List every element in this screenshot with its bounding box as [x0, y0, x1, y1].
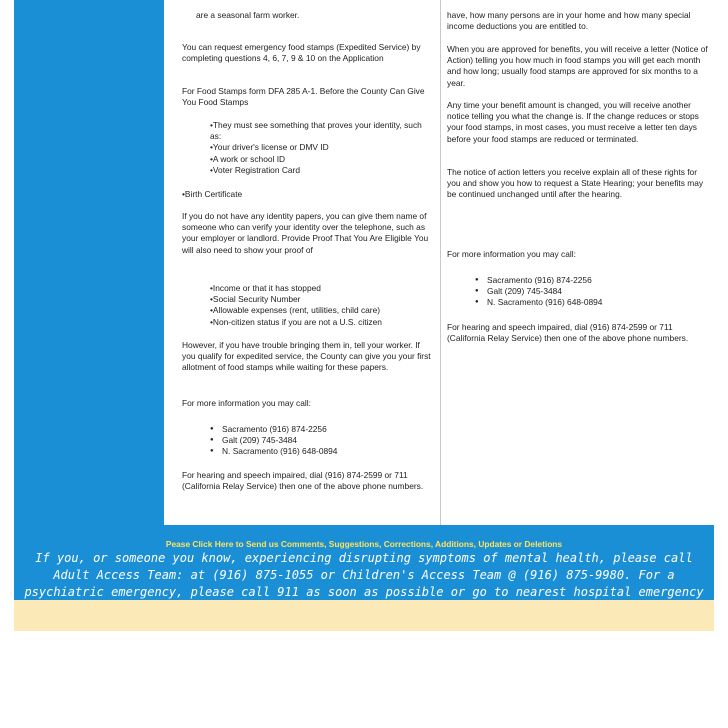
expedited-paragraph: You can request emergency food stamps (Expedited Service) by completing questions 4, 6, 7, 9 & 10 on the Application — [182, 42, 421, 64]
hearing-paragraph: For hearing and speech impaired, dial (916) 874-2599 or 711 (California Relay Service) then one of the above phone numbers. — [182, 470, 424, 492]
more-info-label: For more information you may call: — [182, 398, 311, 408]
clipped-paragraph: have, how many persons are in your home and how many special income deductions you are entitled to. — [447, 10, 691, 32]
proof-item: •Allowable expenses (rent, utilities, child care) — [210, 305, 381, 316]
hearing-paragraph: For hearing and speech impaired, dial (916) 874-2599 or 711 (California Relay Service) then one of the above phone numbers. — [447, 322, 689, 344]
feedback-link[interactable]: Pease Click Here to Send us Comments, Suggestions, Corrections, Additions, Updates or Deletions — [165, 539, 563, 549]
no-papers-paragraph: If you do not have any identity papers, you can give them name of someone who can verify your identity over the telephone, such as your employer or landlord. Provide Proof That You Are Eligible You will also need to show your proof of — [182, 211, 429, 255]
identity-item: •They must see something that proves your identity, such as: — [210, 120, 422, 142]
phone-list — [475, 275, 705, 309]
identity-list — [182, 120, 434, 176]
left-sidebar — [14, 0, 164, 525]
phone-item: ● Sacramento (916) 874-2256 — [475, 275, 705, 286]
identity-item: •A work or school ID — [210, 153, 286, 164]
clipped-paragraph: are a seasonal farm worker. — [196, 10, 300, 20]
phone-item: ● Galt (209) 745-3484 — [475, 286, 705, 297]
phone-item: ● Galt (209) 745-3484 — [210, 435, 430, 446]
dfa-form-paragraph: For Food Stamps form DFA 285 A-1. Before the County Can Give You Food Stamps — [182, 86, 425, 108]
identity-item: •Voter Registration Card — [210, 164, 300, 175]
more-info-label: For more information you may call: — [447, 249, 576, 259]
phone-list — [210, 424, 430, 458]
phone-item: ● N. Sacramento (916) 648-0894 — [210, 446, 430, 457]
proof-list — [182, 283, 434, 328]
proof-item: •Social Security Number — [210, 294, 301, 305]
changed-paragraph: Any time your benefit amount is changed, you will receive another notice telling you what the change is. If the change reduces or stops your food stamps, in most cases, you must receive a letter ten days before your food stamps are reduced or terminated. — [447, 100, 699, 144]
footer-banner — [14, 525, 714, 631]
proof-item: •Income or that it has stopped — [210, 283, 321, 293]
approved-paragraph: When you are approved for benefits, you will receive a letter (Notice of Action) telling you how much in food stamps you will get each month and how long; usually food stamps are approved for six months to a year. — [447, 44, 708, 88]
birth-certificate: •Birth Certificate — [182, 189, 243, 199]
mental-health-message: If you, or someone you know, experiencing disrupting symptoms of mental health, please call Adult Access Team: at (916) 875-1055 or Children's Access Team @ (916) 875-9980. For a psychiatric emergency, please call 911 as soon as possible or go to nearest hospital emergency — [24, 551, 704, 599]
trouble-paragraph: However, if you have trouble bringing them in, tell your worker. If you qualify for expedited service, the County can give you your first allotment of food stamps while waiting for these papers. — [182, 340, 431, 373]
proof-item: •Non-citizen status if you are not a U.S. citizen — [210, 316, 382, 327]
phone-item: ● Sacramento (916) 874-2256 — [210, 424, 430, 435]
identity-item: •Your driver's license or DMV ID — [210, 142, 329, 153]
phone-item: ● N. Sacramento (916) 648-0894 — [475, 297, 705, 308]
footer-band — [14, 600, 714, 631]
column-divider — [440, 0, 441, 525]
notice-paragraph: The notice of action letters you receive explain all of these rights for you and show you how to request a State Hearing; your benefits may be continued unchanged until after the hearing. — [447, 167, 704, 200]
